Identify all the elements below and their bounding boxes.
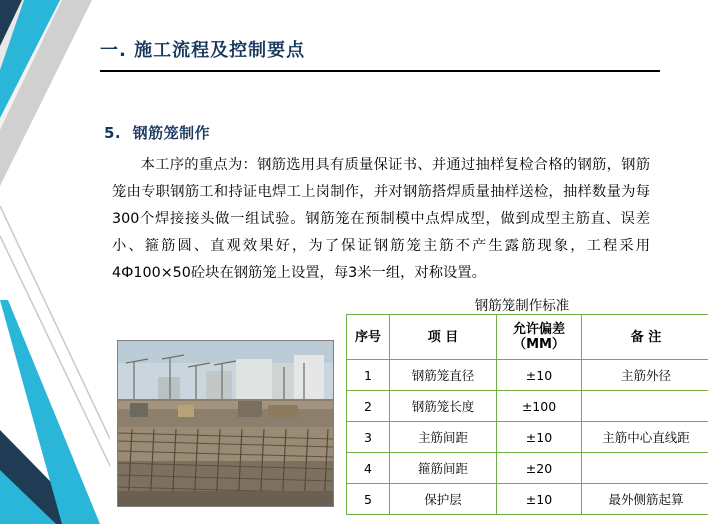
- construction-site-photo: [117, 340, 334, 507]
- table-header-tolerance: 允许偏差 （MM）: [497, 315, 582, 360]
- decorative-left-graphic: [0, 0, 110, 524]
- table-row: [347, 360, 708, 391]
- table-body: [347, 360, 708, 515]
- cell-remark: 主筋中心直线距: [582, 422, 708, 453]
- cell-no: 2: [347, 391, 390, 422]
- cell-tolerance: ±10: [497, 422, 582, 453]
- cell-item: 钢筋笼直径: [390, 360, 497, 391]
- table-row: [347, 391, 708, 422]
- standards-table-wrapper: [346, 314, 698, 515]
- table-row: [347, 484, 708, 515]
- cell-remark: [582, 453, 708, 484]
- cell-tolerance: ±100: [497, 391, 582, 422]
- cell-tolerance: ±10: [497, 484, 582, 515]
- section-heading: [104, 122, 210, 143]
- cell-item: 箍筋间距: [390, 453, 497, 484]
- cell-item: 主筋间距: [390, 422, 497, 453]
- cell-item: 钢筋笼长度: [390, 391, 497, 422]
- table-row: [347, 453, 708, 484]
- cell-no: 1: [347, 360, 390, 391]
- table-header-item: 项 目: [390, 315, 497, 360]
- section-title: 钢筋笼制作: [132, 124, 211, 142]
- cell-tolerance: ±10: [497, 360, 582, 391]
- cell-remark: [582, 391, 708, 422]
- standards-table: [346, 314, 708, 515]
- cell-tolerance: ±20: [497, 453, 582, 484]
- cell-no: 3: [347, 422, 390, 453]
- page-title: 一. 施工流程及控制要点: [100, 40, 306, 61]
- cell-remark: 最外侧筋起算: [582, 484, 708, 515]
- table-row: [347, 422, 708, 453]
- page-title-block: [100, 36, 660, 72]
- body-paragraph: 本工序的重点为：钢筋选用具有质量保证书、并通过抽样复检合格的钢筋，钢筋笼由专职钢筋工和持证电焊工上岗制作，并对钢筋搭焊质量抽样送检，抽样数量为每300个焊接接头做一组试验。钢筋笼在预制模中点焊成型，做到成型主筋直、误差小、箍筋圆、直观效果好，为了保证钢筋笼主筋不产生露筋现象，工程采用4Ф100×50砼块在钢筋笼上设置，每3米一组，对称设置。: [112, 157, 650, 281]
- cell-no: 5: [347, 484, 390, 515]
- table-header-no: 序号: [347, 315, 390, 360]
- section-number: 5.: [104, 124, 122, 142]
- table-header-remark: 备 注: [582, 315, 708, 360]
- cell-item: 保护层: [390, 484, 497, 515]
- table-header-row: [347, 315, 708, 360]
- cell-remark: 主筋外径: [582, 360, 708, 391]
- title-underline: [100, 70, 660, 72]
- cell-no: 4: [347, 453, 390, 484]
- table-caption: 钢筋笼制作标准: [474, 298, 570, 314]
